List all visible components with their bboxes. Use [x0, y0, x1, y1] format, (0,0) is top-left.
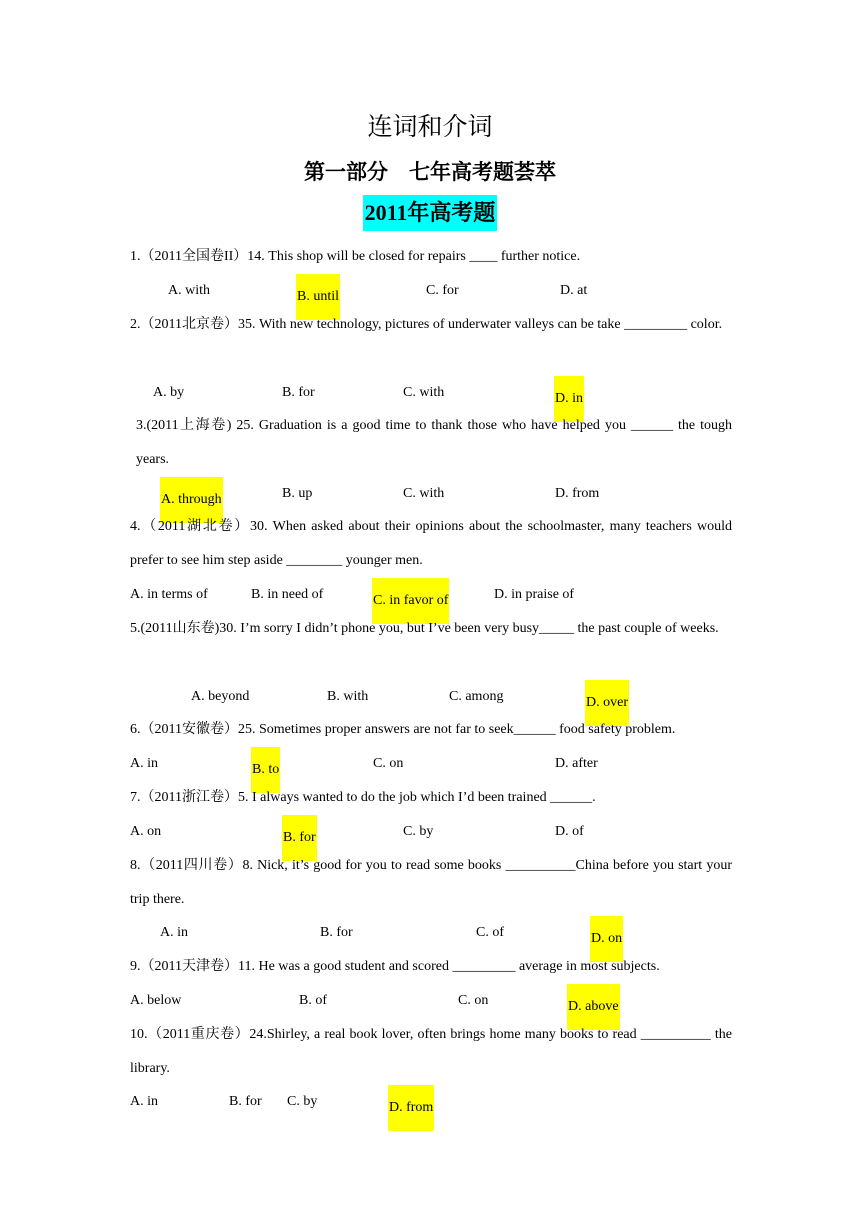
option: A. with — [168, 283, 210, 298]
answer-option: C. in favor of — [372, 578, 449, 624]
question-7-stem: 7.（2011浙江卷）5. I always wanted to do the job which I’d been trained ______. — [130, 790, 596, 805]
option: C. on — [373, 756, 404, 771]
section-heading-wrap — [0, 195, 860, 231]
option: C. on — [458, 993, 489, 1008]
answer-option: B. to — [251, 747, 280, 793]
question-6-stem: 6.（2011安徽卷）25. Sometimes proper answers are not far to seek______ food safety problem. — [130, 722, 676, 737]
question-3-stem: 3.(2011上海卷) 25. Graduation is a good time to thank those who have helped you ______ the tough years. — [136, 418, 732, 467]
question-7-options — [0, 815, 860, 849]
answer-option: B. for — [282, 815, 317, 861]
option: C. with — [403, 486, 445, 501]
option: B. with — [327, 689, 369, 704]
question-4-options — [0, 578, 860, 612]
option: B. in need of — [251, 587, 324, 602]
question-5-stem: 5.(2011山东卷)30. I’m sorry I didn’t phone you, but I’ve been very busy_____ the past couple of weeks. — [130, 621, 719, 636]
question-2-options — [0, 376, 860, 410]
answer-option: D. from — [388, 1085, 434, 1131]
option: B. for — [320, 925, 353, 940]
option: B. for — [229, 1094, 262, 1109]
option: A. in — [130, 756, 158, 771]
option: A. below — [130, 993, 182, 1008]
option: D. at — [560, 283, 588, 298]
option: C. of — [476, 925, 504, 940]
question-6-options — [0, 747, 860, 781]
question-5-options — [0, 680, 860, 714]
option: D. after — [555, 756, 598, 771]
answer-option: D. above — [567, 984, 620, 1030]
part-heading: 第一部分 七年高考题荟萃 — [304, 160, 556, 184]
option: C. for — [426, 283, 459, 298]
option: D. from — [555, 486, 600, 501]
option: B. for — [282, 385, 315, 400]
question-8-options — [0, 916, 860, 950]
option: B. of — [299, 993, 327, 1008]
question-1-stem: 1.（2011全国卷II）14. This shop will be closed for repairs ____ further notice. — [130, 249, 581, 264]
option: A. in terms of — [130, 587, 208, 602]
question-3-options — [0, 477, 860, 511]
question-9-options — [0, 984, 860, 1018]
option: D. of — [555, 824, 584, 839]
section-heading: 2011年高考题 — [363, 195, 498, 231]
option: A. in — [130, 1094, 158, 1109]
option: A. by — [153, 385, 185, 400]
option: A. in — [160, 925, 188, 940]
option: A. on — [130, 824, 162, 839]
question-10-stem: 10.（2011重庆卷）24.Shirley, a real book lover, often brings home many books to read __________ the library. — [130, 1027, 732, 1076]
option: B. up — [282, 486, 313, 501]
option: C. by — [403, 824, 434, 839]
answer-option: A. through — [160, 477, 223, 523]
question-1-options — [0, 274, 860, 308]
option: C. by — [287, 1094, 318, 1109]
question-4-stem: 4.（2011湖北卷）30. When asked about their opinions about the schoolmaster, many teachers would prefer to see him step aside ________ younger men. — [130, 519, 732, 568]
question-2-stem: 2.（2011北京卷）35. With new technology, pictures of underwater valleys can be take _________ color. — [130, 317, 723, 332]
document-title: 连词和介词 — [367, 112, 493, 141]
question-8-stem: 8.（2011四川卷）8. Nick, it’s good for you to read some books __________China before you start your trip there. — [130, 858, 732, 907]
answer-option: D. on — [590, 916, 623, 962]
option: A. beyond — [191, 689, 250, 704]
answer-option: D. in — [554, 376, 584, 422]
option: C. with — [403, 385, 445, 400]
option: C. among — [449, 689, 504, 704]
question-10-options — [0, 1085, 860, 1119]
answer-option: B. until — [296, 274, 340, 320]
answer-option: D. over — [585, 680, 629, 726]
question-9-stem: 9.（2011天津卷）11. He was a good student and scored _________ average in most subjects. — [130, 959, 660, 974]
option: D. in praise of — [494, 587, 575, 602]
